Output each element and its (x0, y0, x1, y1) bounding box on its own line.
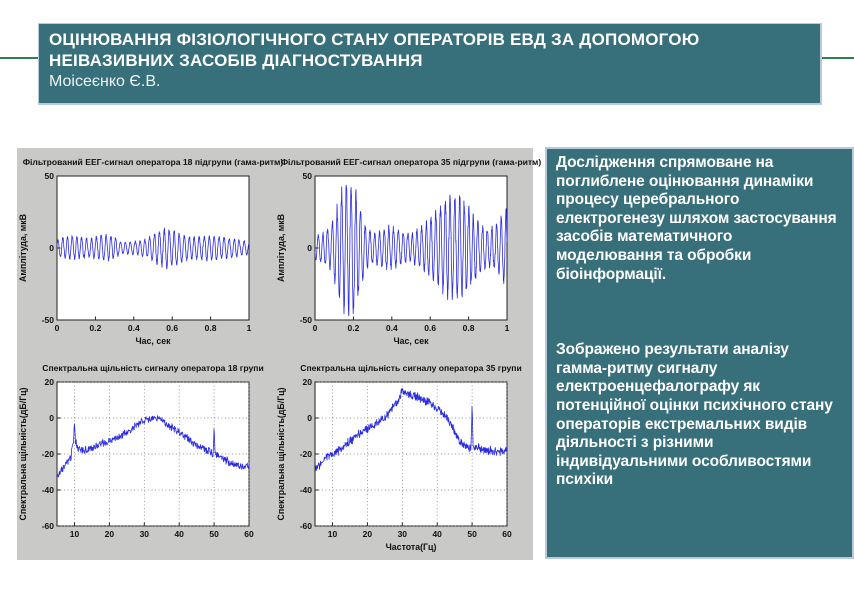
svg-text:-60: -60 (299, 521, 312, 531)
svg-text:50: 50 (302, 171, 312, 181)
svg-text:Спектральна щільність(дБ/Гц): Спектральна щільність(дБ/Гц) (276, 387, 286, 521)
svg-text:30: 30 (139, 529, 150, 539)
svg-text:-20: -20 (41, 449, 54, 459)
svg-text:0.8: 0.8 (204, 323, 217, 333)
svg-text:1: 1 (504, 323, 510, 333)
svg-text:Час, сек: Час, сек (135, 336, 171, 346)
svg-text:20: 20 (362, 529, 373, 539)
svg-text:1: 1 (246, 323, 252, 333)
svg-text:-40: -40 (299, 485, 312, 495)
svg-text:Спектральна щільність сигналу: Спектральна щільність сигналу оператора 35 групи (300, 363, 522, 373)
plot-svg (17, 354, 275, 560)
svg-text:Амплітуда, мкВ: Амплітуда, мкВ (18, 213, 28, 283)
svg-text:50: 50 (44, 171, 54, 181)
slide-author: Моісеєнко Є.В. (49, 73, 161, 91)
chart-eeg-operator-35 (275, 148, 542, 354)
svg-text:0: 0 (307, 413, 312, 423)
svg-text:10: 10 (69, 529, 80, 539)
svg-text:0.2: 0.2 (347, 323, 360, 333)
svg-text:0.6: 0.6 (424, 323, 437, 333)
svg-text:0.4: 0.4 (385, 323, 398, 333)
svg-text:0: 0 (54, 323, 60, 333)
svg-text:0.2: 0.2 (89, 323, 102, 333)
svg-text:Спектральна щільність сигналу: Спектральна щільність сигналу оператора 18 групи (42, 363, 264, 373)
plot-svg (275, 354, 533, 560)
svg-text:60: 60 (244, 529, 254, 539)
svg-text:-50: -50 (41, 315, 54, 325)
slide-title: ОЦІНЮВАННЯ ФІЗІОЛОГІЧНОГО СТАНУ ОПЕРАТОРІВ ЕВД ЗА ДОПОМОГОЮ НЕІВАЗИВНИХ ЗАСОБІВ ДІАГНОСТУВАННЯ (49, 30, 700, 71)
svg-text:-40: -40 (41, 485, 54, 495)
svg-text:0: 0 (307, 243, 312, 253)
svg-text:Фільтрований ЕЕГ-сигнал операт: Фільтрований ЕЕГ-сигнал оператора 18 підгрупи (гама-ритм) (22, 157, 284, 167)
svg-text:10: 10 (327, 529, 338, 539)
paragraph-research-goal: Дослідження спрямоване на поглиблене оцінювання динаміки процесу церебрального електрогенезу шляхом застосування засобів математичного моделювання та обробки біоінформації. (556, 154, 837, 283)
svg-text:Амплітуда, мкВ: Амплітуда, мкВ (276, 213, 286, 283)
svg-text:0.4: 0.4 (127, 323, 140, 333)
description-panel (545, 147, 854, 559)
svg-text:20: 20 (44, 377, 54, 387)
svg-text:0: 0 (49, 413, 54, 423)
svg-text:-50: -50 (299, 315, 312, 325)
svg-text:0.6: 0.6 (166, 323, 179, 333)
plot-svg (275, 148, 542, 354)
slide-header (38, 23, 822, 105)
svg-text:0: 0 (49, 243, 54, 253)
chart-psd-operator-18 (17, 354, 275, 560)
svg-text:Частота(Гц): Частота(Гц) (385, 542, 437, 552)
charts-panel (17, 148, 542, 560)
svg-text:40: 40 (432, 529, 442, 539)
svg-text:-60: -60 (41, 521, 54, 531)
svg-text:60: 60 (502, 529, 512, 539)
svg-text:50: 50 (209, 529, 219, 539)
svg-text:-20: -20 (299, 449, 312, 459)
plot-svg (17, 148, 284, 354)
svg-text:0.8: 0.8 (462, 323, 475, 333)
paragraph-results: Зображено результати аналізу гамма-ритму сигналу електроенцефалографу як потенційної оцінки психічного стану операторів екстремальних видів діяльності з різними індивідуальними особливостями психіки (556, 341, 833, 489)
chart-psd-operator-35 (275, 354, 533, 560)
svg-text:0: 0 (312, 323, 318, 333)
svg-text:Час, сек: Час, сек (393, 336, 429, 346)
svg-text:20: 20 (104, 529, 115, 539)
chart-eeg-operator-18 (17, 148, 284, 354)
svg-text:30: 30 (397, 529, 408, 539)
svg-text:20: 20 (302, 377, 312, 387)
svg-text:50: 50 (467, 529, 477, 539)
svg-text:Спектральна щільність(дБ/Гц): Спектральна щільність(дБ/Гц) (18, 387, 28, 521)
svg-text:40: 40 (174, 529, 184, 539)
svg-text:Фільтрований ЕЕГ-сигнал операт: Фільтрований ЕЕГ-сигнал оператора 35 підгрупи (гама-ритм) (280, 157, 542, 167)
